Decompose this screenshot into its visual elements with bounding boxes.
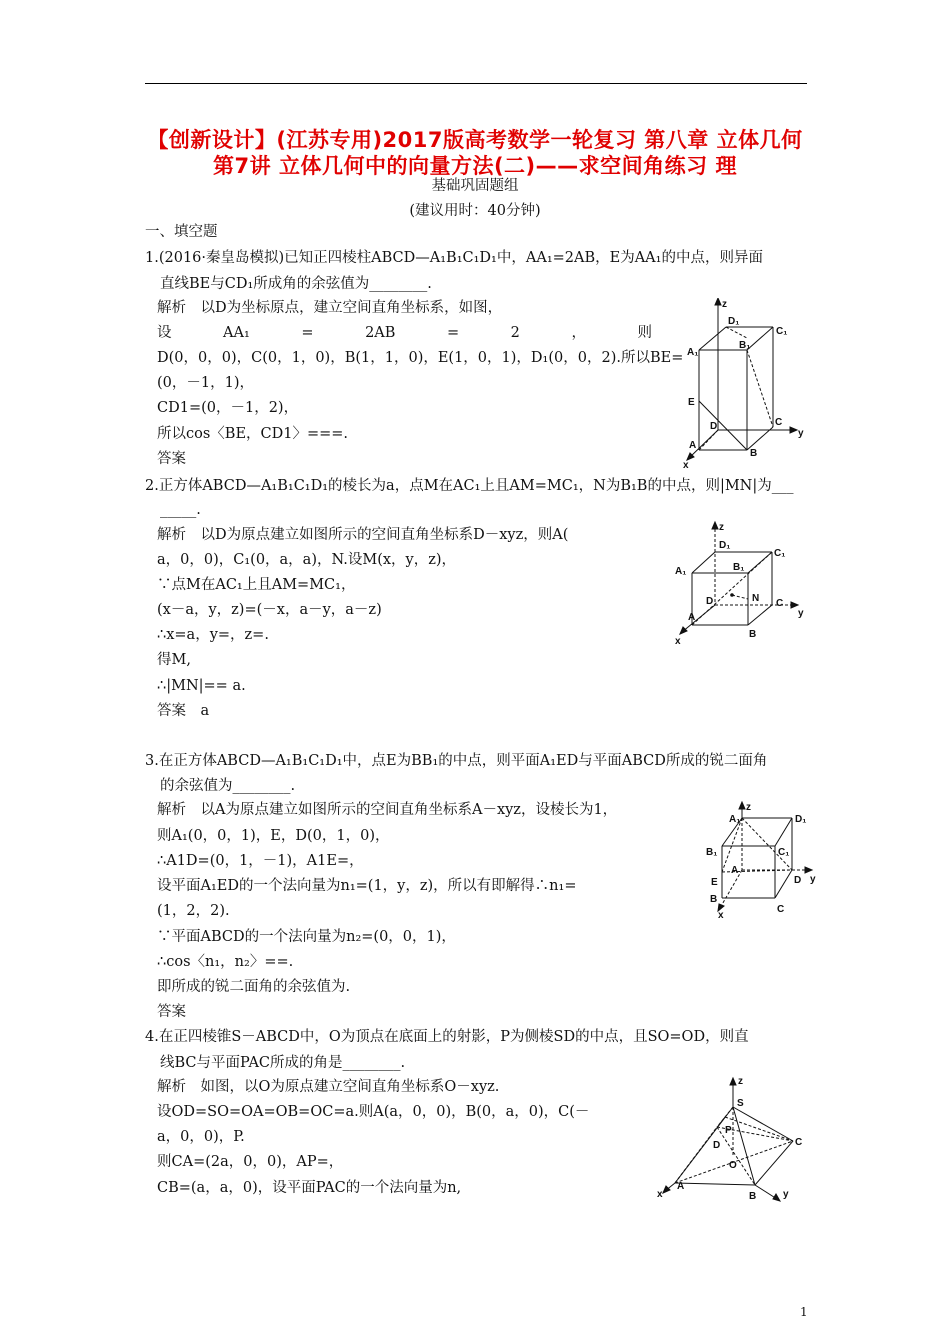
title-line-1: 【创新设计】(江苏专用)2017版高考数学一轮复习 第八章 立体几何 bbox=[147, 128, 803, 152]
label-z: z bbox=[719, 522, 724, 533]
q1-answer: 答案 bbox=[157, 451, 186, 467]
word: 则 bbox=[637, 325, 652, 341]
figure-prism bbox=[675, 298, 810, 470]
q4-solution-5: CB=(a，a，0)，设平面PAC的一个法向量为n, bbox=[157, 1180, 462, 1196]
label-y: y bbox=[810, 874, 816, 885]
word: 2AB bbox=[365, 325, 396, 341]
q2-solution-6: 得M, bbox=[157, 652, 191, 668]
q2-line-1: 2.正方体ABCD—A₁B₁C₁D₁的棱长为a，点M在AC₁上且AM=MC₁，N为B₁B的中点，则|MN|为___ bbox=[145, 478, 794, 494]
time-note: (建议用时：40分钟) bbox=[409, 203, 541, 219]
label-a: A bbox=[689, 440, 697, 451]
label-b: B bbox=[749, 629, 757, 640]
label-o: O bbox=[729, 1160, 737, 1171]
q3-answer: 答案 bbox=[157, 1004, 186, 1020]
page-number: 1 bbox=[800, 1305, 808, 1319]
q1-solution-5: CD1=(0，－1，2)， bbox=[157, 400, 299, 416]
q2-solution-4: (x－a，y，z)=(－x，a－y，a－z) bbox=[157, 602, 382, 618]
label-e: E bbox=[688, 397, 695, 408]
q2-solution-7: ∴|MN|== a. bbox=[157, 678, 246, 694]
q2-answer: 答案 a bbox=[157, 703, 210, 719]
label-a: A bbox=[677, 1181, 685, 1192]
label-c1: C₁ bbox=[778, 847, 790, 858]
q4-solution-4: 则CA=(2a，0，0)，AP=， bbox=[157, 1154, 344, 1170]
q3-line-1: 3.在正方体ABCD—A₁B₁C₁D₁中，点E为BB₁的中点，则平面A₁ED与平面ABCD所成的锐二面角 bbox=[145, 753, 768, 769]
label-a1: A₁ bbox=[729, 814, 741, 825]
q3-solution-4: 设平面A₁ED的一个法向量为n₁=(1，y，z)，所以有即解得∴n₁= bbox=[157, 878, 577, 894]
word: 设 bbox=[157, 325, 172, 341]
q1-solution-1: 解析 以D为坐标原点，建立空间直角坐标系，如图， bbox=[157, 300, 503, 316]
label-c: C bbox=[795, 1137, 803, 1148]
label-a1: A₁ bbox=[687, 347, 699, 358]
label-x: x bbox=[675, 636, 681, 647]
group-heading: 基础巩固题组 bbox=[431, 178, 519, 194]
q3-solution-6: ∵平面ABCD的一个法向量为n₂=(0，0，1)， bbox=[157, 929, 456, 945]
label-a: A bbox=[731, 865, 739, 876]
q3-solution-3: ∴A1D=(0，1，－1)，A1E=， bbox=[157, 853, 364, 869]
point-m bbox=[730, 593, 734, 597]
label-d: D bbox=[794, 875, 802, 886]
figure-cube-2 bbox=[670, 520, 810, 650]
label-b1: B₁ bbox=[733, 562, 745, 573]
q4-solution-3: a，0，0)，P. bbox=[157, 1129, 245, 1145]
word: AA₁ bbox=[223, 325, 250, 341]
figure-pyramid bbox=[655, 1075, 815, 1205]
label-b: B bbox=[749, 1191, 757, 1202]
label-p: P bbox=[725, 1125, 732, 1136]
q1-solution-3: D(0，0，0)，C(0，1，0)，B(1，1，0)，E(1，0，1)，D₁(0，0，2).所以BE= bbox=[157, 350, 684, 366]
label-y: y bbox=[798, 428, 804, 439]
label-b1: B₁ bbox=[739, 340, 751, 351]
label-c1: C₁ bbox=[774, 548, 786, 559]
label-b1: B₁ bbox=[706, 847, 718, 858]
label-b: B bbox=[750, 448, 758, 459]
header-rule bbox=[145, 83, 807, 84]
q3-solution-7: ∴cos〈n₁，n₂〉==. bbox=[157, 954, 294, 970]
label-s: S bbox=[737, 1098, 744, 1109]
label-c: C bbox=[775, 417, 783, 428]
q2-solution-1: 解析 以D为原点建立如图所示的空间直角坐标系D－xyz，则A( bbox=[157, 527, 569, 543]
label-y: y bbox=[798, 608, 804, 619]
label-d: D bbox=[713, 1140, 721, 1151]
label-y: y bbox=[783, 1189, 789, 1200]
label-d: D bbox=[706, 596, 714, 607]
label-b: B bbox=[710, 894, 718, 905]
label-x: x bbox=[657, 1189, 663, 1200]
label-d: D bbox=[710, 421, 718, 432]
section-heading: 一、填空题 bbox=[145, 224, 218, 240]
label-z: z bbox=[746, 802, 751, 813]
label-d1: D₁ bbox=[728, 316, 740, 327]
label-n: N bbox=[752, 593, 760, 604]
q1-line-1: 1.(2016·秦皇岛模拟)已知正四棱柱ABCD—A₁B₁C₁D₁中，AA₁=2AB，E为AA₁的中点，则异面 bbox=[145, 250, 763, 266]
q4-solution-2: 设OD=SO=OA=OB=OC=a.则A(a，0，0)，B(0，a，0)，C(－ bbox=[157, 1104, 590, 1120]
q1-solution-2 bbox=[157, 323, 652, 343]
label-x: x bbox=[718, 910, 724, 920]
q2-solution-5: ∴x=a，y=，z=. bbox=[157, 627, 269, 643]
q4-line-2: 线BC与平面PAC所成的角是________. bbox=[160, 1055, 406, 1071]
q3-solution-2: 则A₁(0，0，1)，E，D(0，1，0)， bbox=[157, 828, 390, 844]
word: ， bbox=[571, 325, 586, 341]
q3-solution-1: 解析 以A为原点建立如图所示的空间直角坐标系A－xyz，设棱长为1， bbox=[157, 802, 618, 818]
label-c: C bbox=[776, 598, 784, 609]
label-d1: D₁ bbox=[795, 814, 807, 825]
q4-solution-1: 解析 如图，以O为原点建立空间直角坐标系O－xyz. bbox=[157, 1079, 500, 1095]
q4-line-1: 4.在正四棱锥S－ABCD中，O为顶点在底面上的射影，P为侧棱SD的中点，且SO=OD，则直 bbox=[145, 1029, 749, 1045]
label-z: z bbox=[722, 299, 727, 310]
q2-line-2: _____. bbox=[160, 502, 201, 518]
label-e: E bbox=[711, 877, 718, 888]
label-c: C bbox=[777, 904, 785, 915]
label-c1: C₁ bbox=[776, 326, 788, 337]
label-d1: D₁ bbox=[719, 540, 731, 551]
word: 2 bbox=[510, 325, 520, 341]
word: = bbox=[446, 325, 460, 341]
q1-line-2: 直线BE与CD₁所成角的余弦值为________. bbox=[160, 276, 432, 292]
q2-solution-3: ∵点M在AC₁上且AM=MC₁， bbox=[157, 577, 356, 593]
label-z: z bbox=[738, 1076, 743, 1087]
figure-cube-3 bbox=[700, 800, 820, 920]
q3-solution-8: 即所成的锐二面角的余弦值为. bbox=[157, 979, 351, 995]
q1-solution-6: 所以cos〈BE，CD1〉===. bbox=[157, 426, 349, 442]
label-a: A bbox=[688, 612, 696, 623]
title-line-2: 第7讲 立体几何中的向量方法(二)——求空间角练习 理 bbox=[213, 154, 737, 178]
word: = bbox=[301, 325, 314, 341]
q1-solution-4: (0，－1，1)， bbox=[157, 375, 254, 391]
label-a1: A₁ bbox=[675, 566, 687, 577]
q3-line-2: 的余弦值为________. bbox=[160, 778, 296, 794]
q3-solution-5: (1，2，2). bbox=[157, 903, 230, 919]
label-x: x bbox=[683, 460, 689, 470]
q2-solution-2: a，0，0)，C₁(0，a，a)，N.设M(x，y，z)， bbox=[157, 552, 457, 568]
